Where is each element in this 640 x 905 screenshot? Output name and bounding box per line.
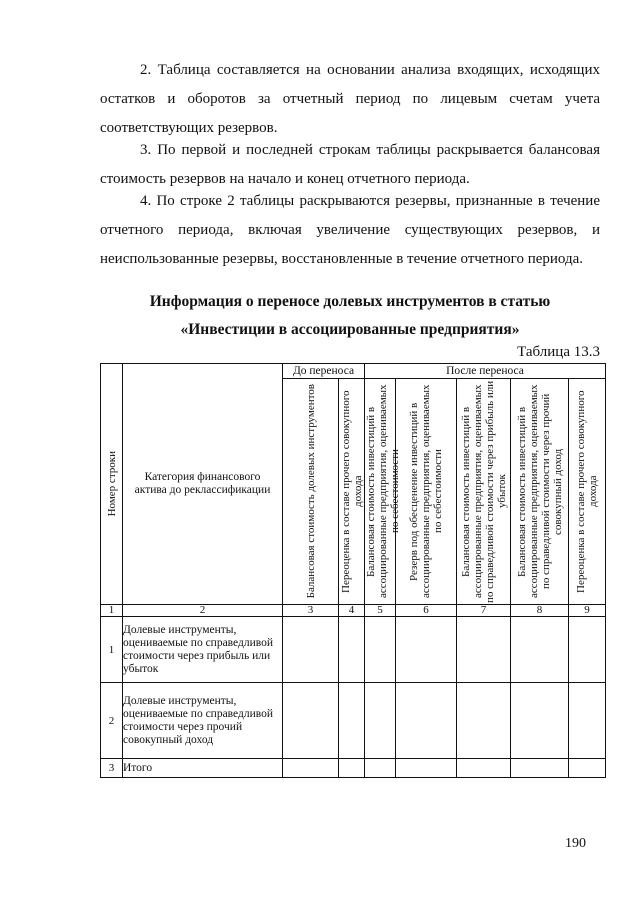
table-cell	[569, 683, 606, 759]
table-title-line-1: Информация о переносе долевых инструментов в статью	[149, 293, 551, 310]
column-number: 7	[457, 605, 511, 617]
column-number: 5	[365, 605, 396, 617]
table-cell	[365, 759, 396, 778]
table-cell	[511, 617, 569, 683]
table-cell	[457, 759, 511, 778]
column-number: 4	[339, 605, 365, 617]
header-group-after: После переноса	[365, 364, 606, 379]
column-number: 2	[123, 605, 283, 617]
row-number: 3	[101, 759, 123, 778]
table-cell	[457, 617, 511, 683]
header-col-5: Балансовая стоимость инвестиций в ассоциированные предприятия, оцениваемых по себестоимости	[365, 379, 396, 605]
table-cell	[396, 683, 457, 759]
row-label: Итого	[123, 759, 283, 778]
table-cell	[339, 759, 365, 778]
header-col-4: Переоценка в составе прочего совокупного дохода	[339, 379, 365, 605]
header-col-6: Резерв под обесценение инвестиций в ассоциированные предприятия, оцениваемых по себестоимости	[396, 379, 457, 605]
paragraph-4: 4. По строке 2 таблицы раскрываются резервы, признанные в течение отчетного периода, включая увеличение существующих резервов, и неиспользованные резервы, восстановленные в течение отчетного периода.	[100, 193, 600, 267]
row-number: 1	[101, 617, 123, 683]
row-label: Долевые инструменты, оцениваемые по справедливой стоимости через прочий совокупный доход	[123, 683, 283, 759]
row-label: Долевые инструменты, оцениваемые по справедливой стоимости через прибыль или убыток	[123, 617, 283, 683]
row-number: 2	[101, 683, 123, 759]
table-cell	[511, 683, 569, 759]
table-cell	[396, 759, 457, 778]
page-number: 190	[565, 836, 586, 851]
table-caption: Таблица 13.3	[517, 344, 600, 360]
header-group-before: До переноса	[283, 364, 365, 379]
table-cell	[457, 683, 511, 759]
paragraph-3: 3. По первой и последней строкам таблицы раскрывается балансовая стоимость резервов на начало и конец отчетного периода.	[100, 142, 600, 187]
column-number: 1	[101, 605, 123, 617]
column-number: 6	[396, 605, 457, 617]
table-row	[101, 683, 606, 759]
table-row	[101, 759, 606, 778]
table-header-row-groups	[101, 364, 606, 379]
transfer-table	[100, 363, 606, 778]
header-col-8: Балансовая стоимость инвестиций в ассоциированные предприятия, оцениваемых по справедливой стоимости через прочий совокупный доход	[511, 379, 569, 605]
table-cell	[283, 617, 339, 683]
table-row	[101, 617, 606, 683]
table-cell	[511, 759, 569, 778]
column-number: 8	[511, 605, 569, 617]
header-col-7: Балансовая стоимость инвестиций в ассоциированные предприятия, оцениваемых по справедливой стоимости через прибыль или убыток	[457, 379, 511, 605]
column-number: 9	[569, 605, 606, 617]
table-cell	[283, 683, 339, 759]
header-row-number: Номер строки	[101, 364, 123, 605]
table-title-line-2: «Инвестиции в ассоциированные предприятия»	[180, 321, 520, 338]
header-category: Категория финансового актива до реклассификации	[123, 364, 283, 605]
table-cell	[365, 617, 396, 683]
header-col-9: Переоценка в составе прочего совокупного дохода	[569, 379, 606, 605]
table-cell	[339, 683, 365, 759]
table-cell	[569, 617, 606, 683]
header-col-3: Балансовая стоимость долевых инструментов	[283, 379, 339, 605]
table-cell	[569, 759, 606, 778]
table-cell	[339, 617, 365, 683]
column-number: 3	[283, 605, 339, 617]
table-cell	[396, 617, 457, 683]
paragraph-2: 2. Таблица составляется на основании анализа входящих, исходящих остатков и оборотов за отчетный период по лицевым счетам учета соответствующих резервов.	[100, 62, 600, 136]
column-number-row	[101, 605, 606, 617]
table-cell	[283, 759, 339, 778]
table-cell	[365, 683, 396, 759]
